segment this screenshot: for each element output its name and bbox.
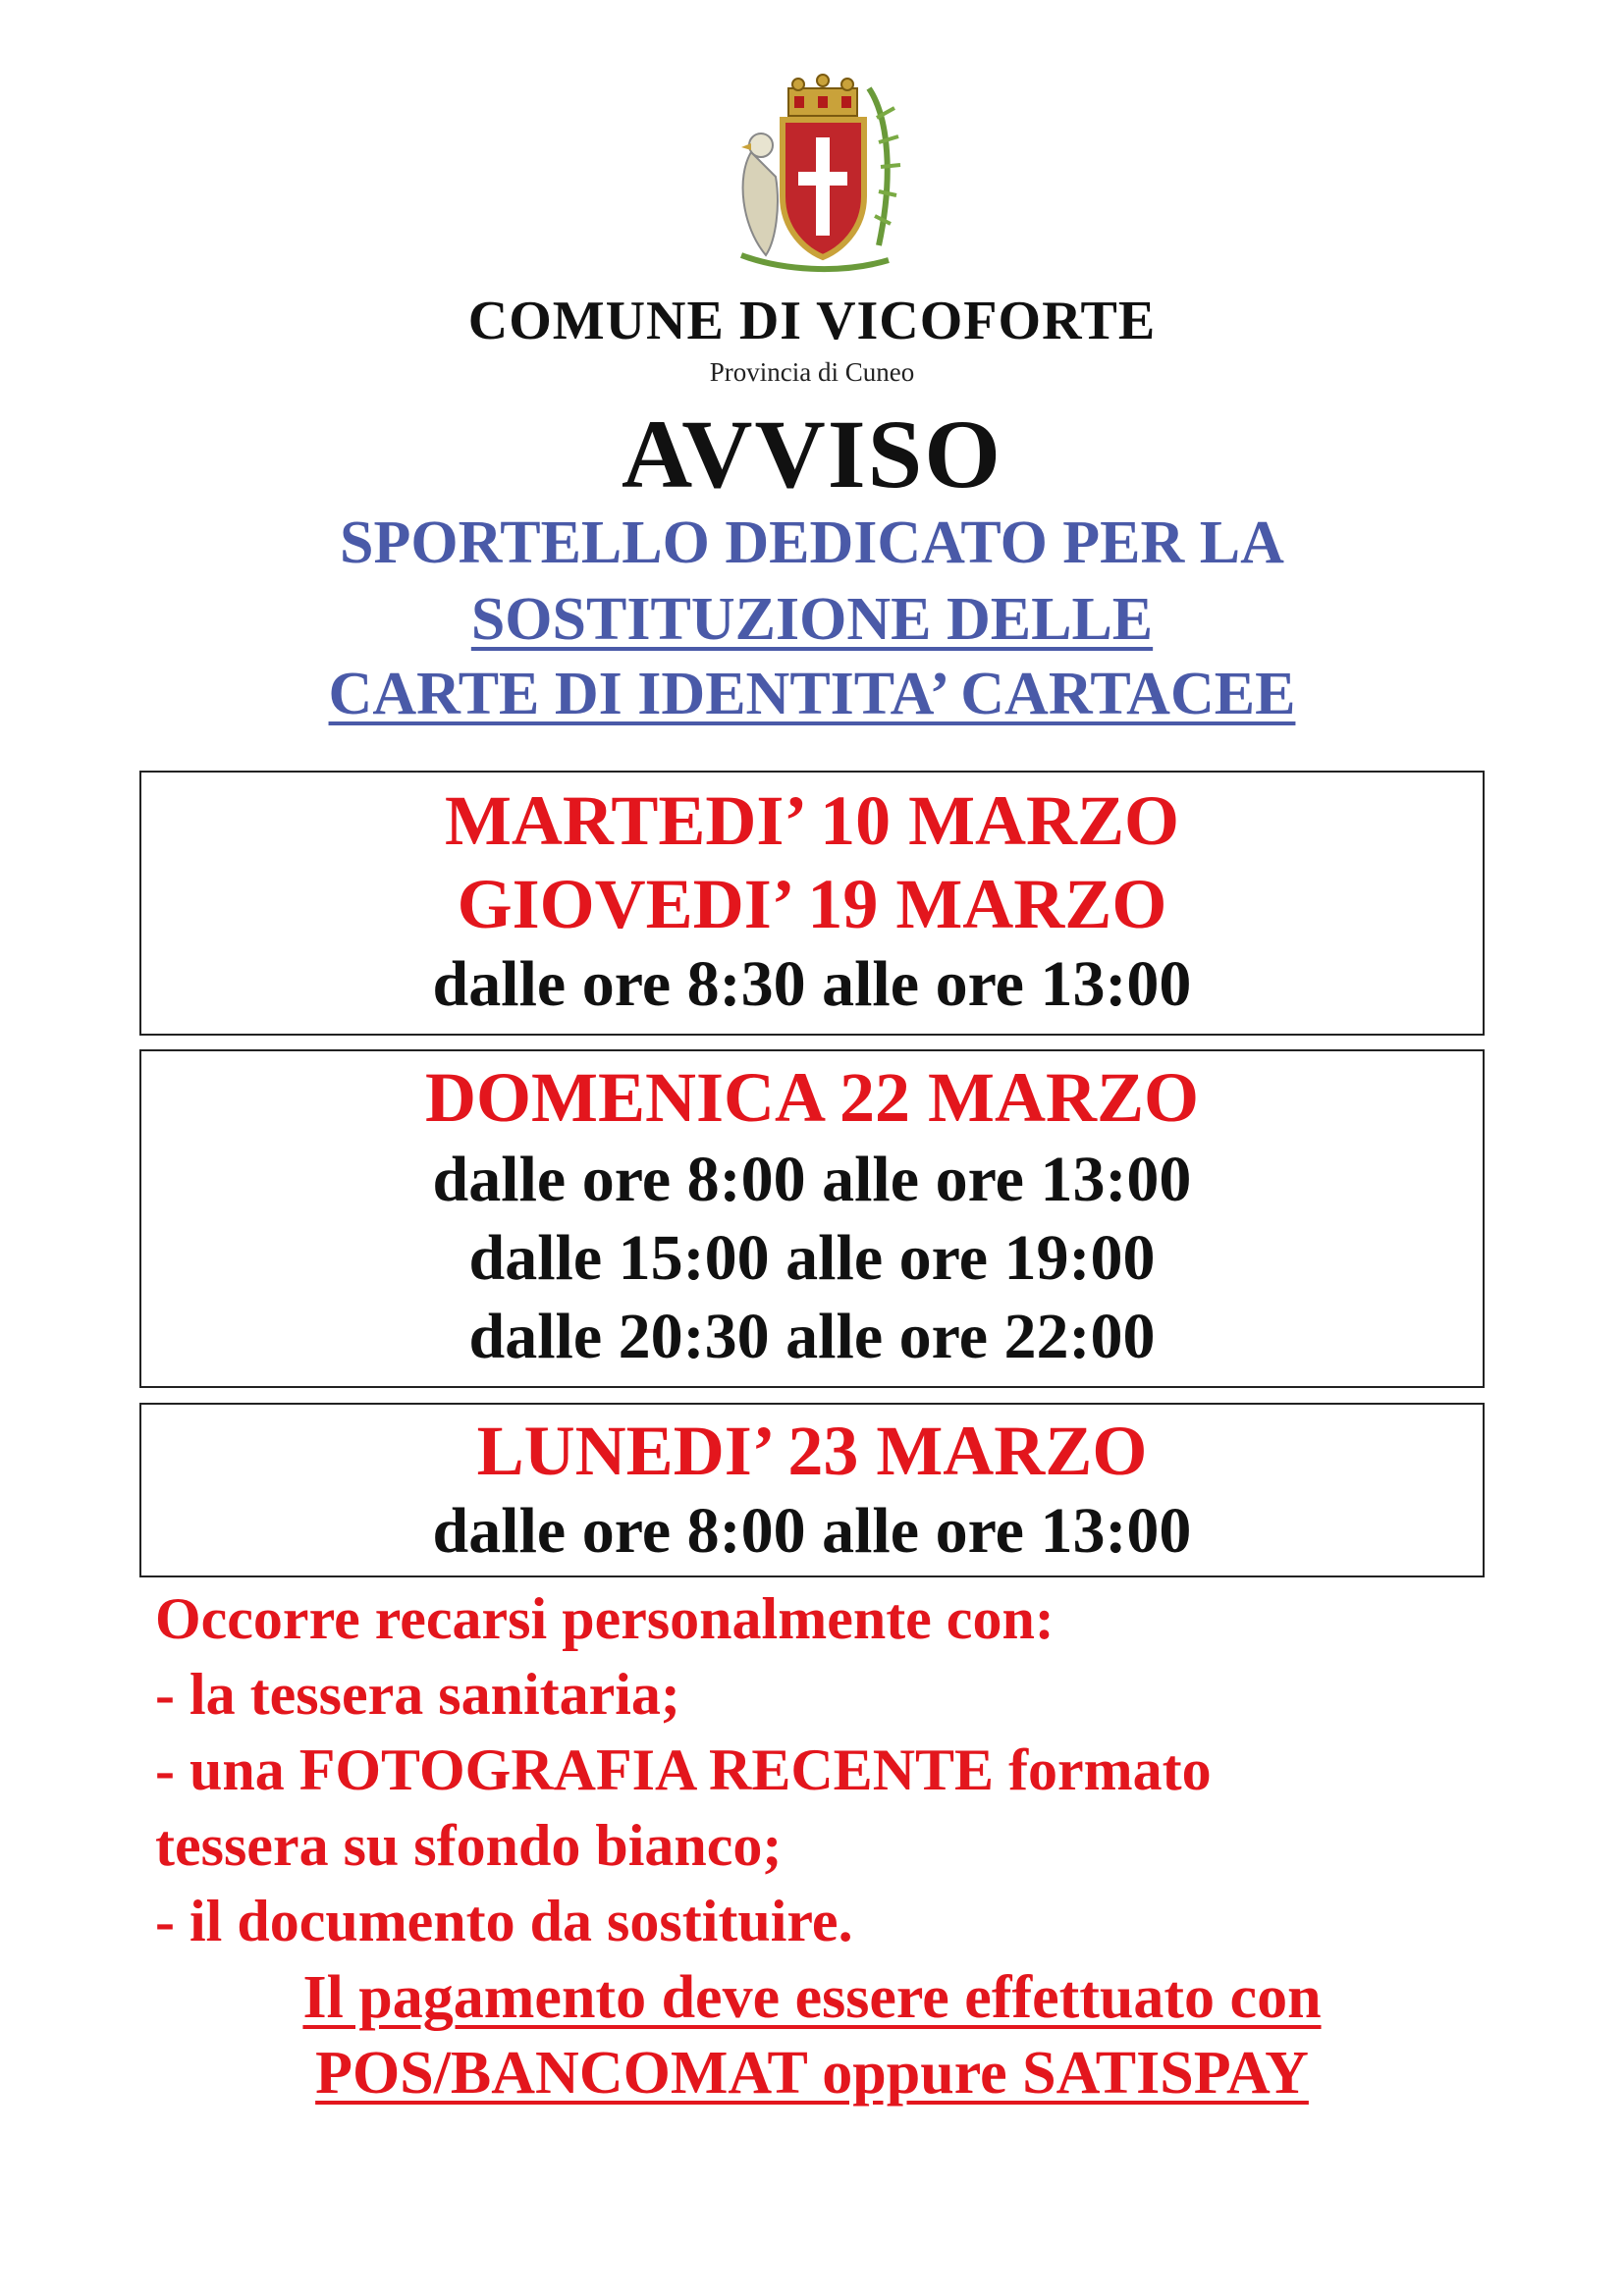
requirement-item: - il documento da sostituire. xyxy=(155,1889,853,1953)
payment-line-1: Il pagamento deve essere effettuato con xyxy=(302,1964,1322,2031)
schedule-day: MARTEDI’ 10 MARZO xyxy=(444,781,1180,860)
schedule-hours: dalle ore 8:00 alle ore 13:00 xyxy=(432,1495,1192,1567)
coat-of-arms-logo xyxy=(722,59,903,290)
schedule-day: GIOVEDI’ 19 MARZO xyxy=(457,865,1167,943)
requirement-item: - la tessera sanitaria; xyxy=(155,1662,680,1727)
requirement-item: - una FOTOGRAFIA RECENTE formato xyxy=(155,1737,1212,1802)
schedule-box-1 xyxy=(139,771,1485,1036)
schedule-box-3 xyxy=(139,1403,1485,1577)
subtitle-line-1: SPORTELLO DEDICATO PER LA xyxy=(340,509,1284,576)
requirements-intro: Occorre recarsi personalmente con: xyxy=(155,1586,1055,1651)
requirement-item: tessera su sfondo bianco; xyxy=(155,1813,783,1878)
provincia-name: Provincia di Cuneo xyxy=(709,357,915,387)
comune-name: COMUNE DI VICOFORTE xyxy=(467,291,1157,351)
schedule-box-2 xyxy=(139,1049,1485,1388)
payment-line-2: POS/BANCOMAT oppure SATISPAY xyxy=(315,2040,1309,2107)
subtitle-line-3: CARTE DI IDENTITA’ CARTACEE xyxy=(328,661,1296,727)
notice-title: AVVISO xyxy=(621,400,1003,508)
subtitle-line-2: SOSTITUZIONE DELLE xyxy=(470,586,1154,653)
schedule-hours: dalle 20:30 alle ore 22:00 xyxy=(468,1301,1156,1372)
schedule-day: LUNEDI’ 23 MARZO xyxy=(476,1412,1148,1490)
schedule-hours: dalle 15:00 alle ore 19:00 xyxy=(468,1222,1156,1294)
schedule-hours: dalle ore 8:30 alle ore 13:00 xyxy=(432,948,1192,1020)
schedule-day: DOMENICA 22 MARZO xyxy=(425,1058,1199,1137)
schedule-hours: dalle ore 8:00 alle ore 13:00 xyxy=(432,1144,1192,1215)
